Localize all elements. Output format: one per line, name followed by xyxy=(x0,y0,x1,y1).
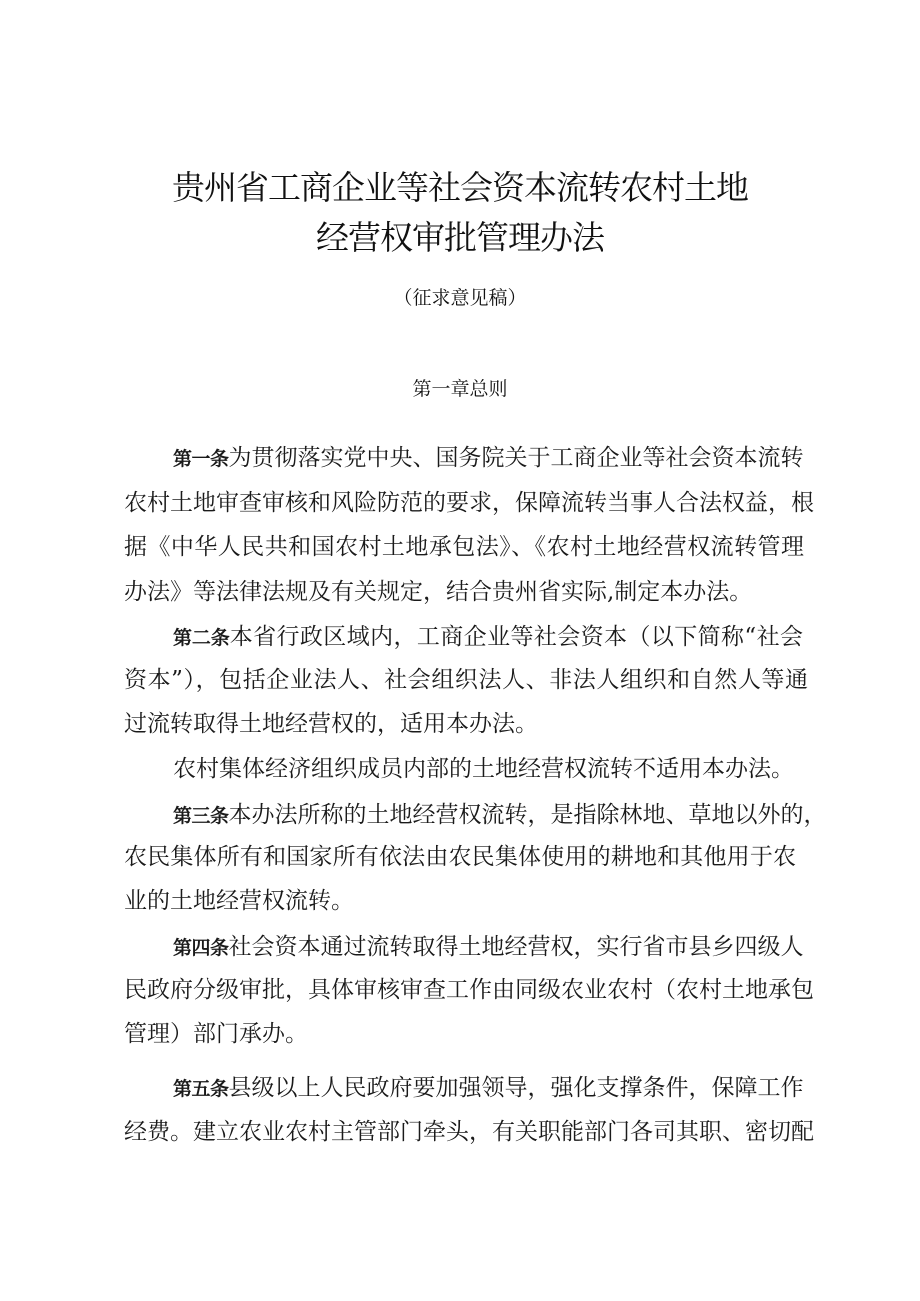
article-1-line-1 xyxy=(173,439,803,472)
document-title-line2: 经营权审批管理办法 xyxy=(316,218,604,257)
document-subtitle: （征求意见稿） xyxy=(393,287,527,309)
article-1-text-1: 为贯彻落实党中央、国务院关于工商企业等社会资本流转 xyxy=(228,445,804,471)
article-5-line-1 xyxy=(173,1069,804,1102)
article-2-label: 第二条 xyxy=(173,627,230,649)
article-1-label: 第一条 xyxy=(173,448,229,470)
article-3-text-1: 本办法所称的土地经营权流转，是指除林地、草地以外的， xyxy=(228,802,827,828)
article-5-label: 第五条 xyxy=(173,1078,229,1100)
article-4-text-1: 社会资本通过流转取得土地经营权，实行省市县乡四级人 xyxy=(228,934,804,960)
article-5-text-1: 县级以上人民政府要加强领导，强化支撑条件，保障工作 xyxy=(228,1075,804,1101)
chapter-heading: 第一章总则 xyxy=(412,378,508,400)
article-2-text-1: 本省行政区域内，工商企业等社会资本（以下简称“社会 xyxy=(229,624,803,650)
article-4-label: 第四条 xyxy=(173,937,229,959)
article-3-line-3: 业的土地经营权流转。 xyxy=(124,888,354,914)
article-3-label: 第三条 xyxy=(173,805,229,827)
article-1-line-2: 农村土地审查审核和风险防范的要求，保障流转当事人合法权益，根 xyxy=(124,490,814,516)
article-4-line-1 xyxy=(173,928,803,961)
article-5-line-2: 经费。建立农业农村主管部门牵头，有关职能部门各司其职、密切配 xyxy=(124,1119,814,1145)
article-4-line-2: 民政府分级审批，具体审核审查工作由同级农业农村（农村土地承包 xyxy=(124,977,814,1003)
article-2-line-4: 农村集体经济组织成员内部的土地经营权流转不适用本办法。 xyxy=(173,756,794,782)
document-title-line1: 贵州省工商企业等社会资本流转农村土地 xyxy=(172,168,748,207)
article-4-line-3: 管理）部门承办。 xyxy=(124,1021,308,1047)
article-3-line-2: 农民集体所有和国家所有依法由农民集体使用的耕地和其他用于农 xyxy=(124,844,796,870)
article-2-line-2: 资本”），包括企业法人、社会组织法人、非法人组织和自然人等通 xyxy=(124,667,808,693)
article-2-line-3: 过流转取得土地经营权的，适用本办法。 xyxy=(124,711,538,737)
article-3-line-1 xyxy=(173,796,827,829)
article-2-line-1 xyxy=(173,618,803,651)
article-1-line-4: 办法》等法律法规及有关规定，结合贵州省实际,制定本办法。 xyxy=(124,579,753,605)
article-1-line-3: 据《中华人民共和国农村土地承包法》、《农村土地经营权流转管理 xyxy=(124,534,804,560)
